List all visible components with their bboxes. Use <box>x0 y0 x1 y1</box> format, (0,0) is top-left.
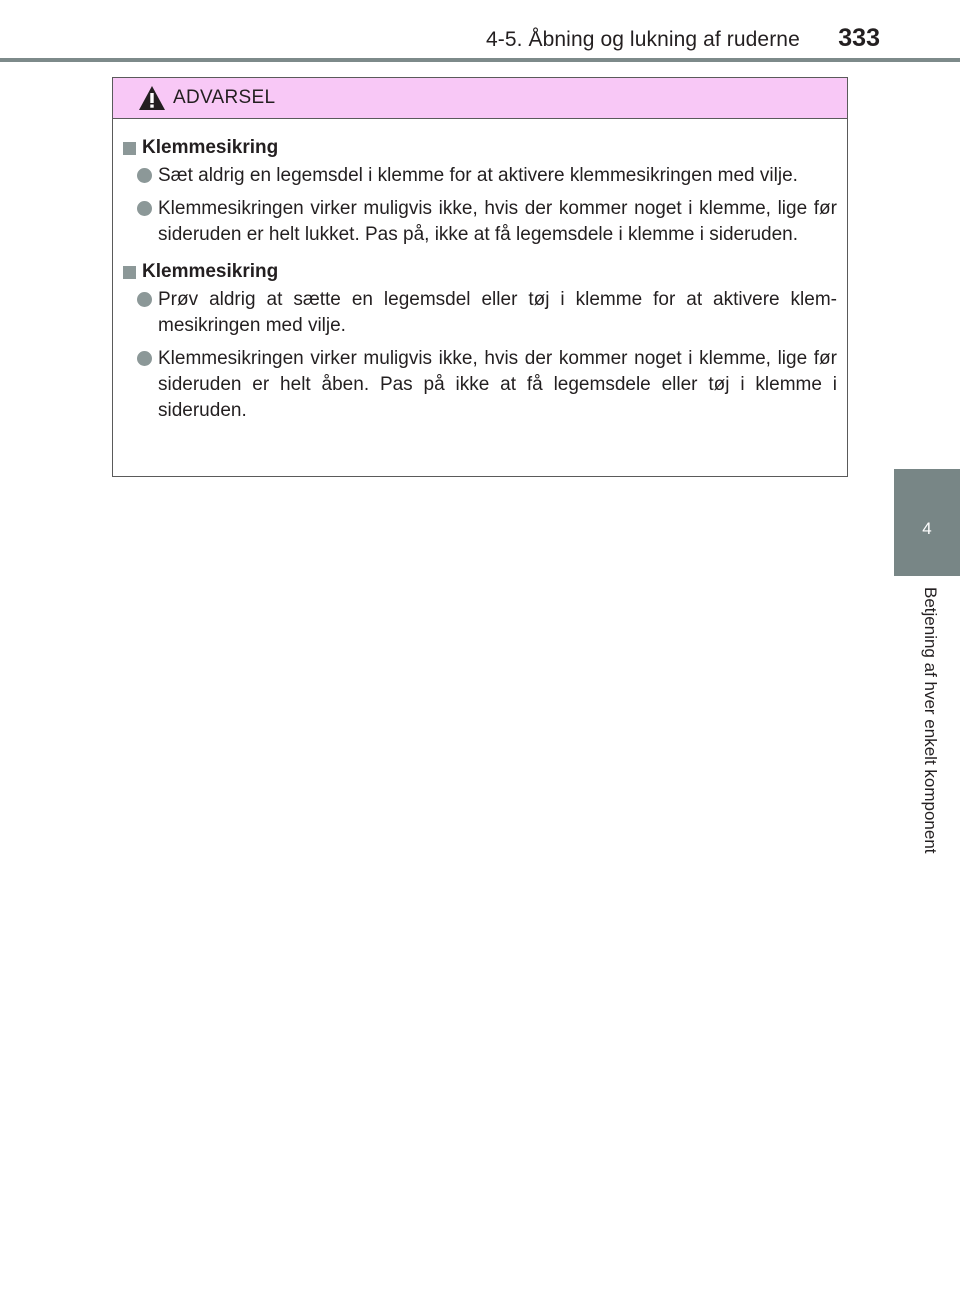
sub-heading <box>123 135 837 161</box>
warning-body <box>113 119 847 424</box>
warning-title: ADVARSEL <box>173 87 276 108</box>
warning-header <box>113 78 847 119</box>
chapter-tab <box>894 469 960 576</box>
chapter-label: Betjening af hver enkelt komponent <box>921 587 940 854</box>
sub-heading <box>123 259 837 285</box>
list-item-text: Sæt aldrig en legemsdel i klemme for at aktivere klemmesikringen med vilje. <box>158 165 798 186</box>
sub-heading-text: Klemmesikring <box>142 137 279 158</box>
list-item <box>137 287 837 339</box>
sub-heading-text: Klemmesikring <box>142 261 279 282</box>
list-item <box>137 346 837 424</box>
circle-bullet-icon <box>137 201 152 216</box>
header-rule <box>0 58 960 62</box>
section-title: 4-5. Åbning og lukning af ruderne <box>486 28 800 51</box>
list-item-text: Klemmesikringen virker muligvis ikke, hvis der kommer noget i klemme, lige før sideruden er helt lukket. Pas på, ikke at få legemsdele i klemme i sideruden. <box>158 198 837 245</box>
circle-bullet-icon <box>137 351 152 366</box>
square-bullet-icon <box>123 266 136 279</box>
list-item-text: Prøv aldrig at sætte en legemsdel eller tøj i klemme for at aktivere klem-mesikringen med vilje. <box>158 289 837 336</box>
square-bullet-icon <box>123 142 136 155</box>
warning-triangle-icon <box>138 85 166 111</box>
circle-bullet-icon <box>137 168 152 183</box>
circle-bullet-icon <box>137 292 152 307</box>
list-item <box>137 196 837 248</box>
warning-box <box>112 77 848 477</box>
list-item-text: Klemmesikringen virker muligvis ikke, hvis der kommer noget i klemme, lige før sideruden er helt åben. Pas på ikke at få legemsdele eller tøj i klemme i sideruden. <box>158 348 837 421</box>
page-number: 333 <box>838 24 880 52</box>
chapter-number: 4 <box>922 519 932 538</box>
list-item <box>137 163 837 189</box>
